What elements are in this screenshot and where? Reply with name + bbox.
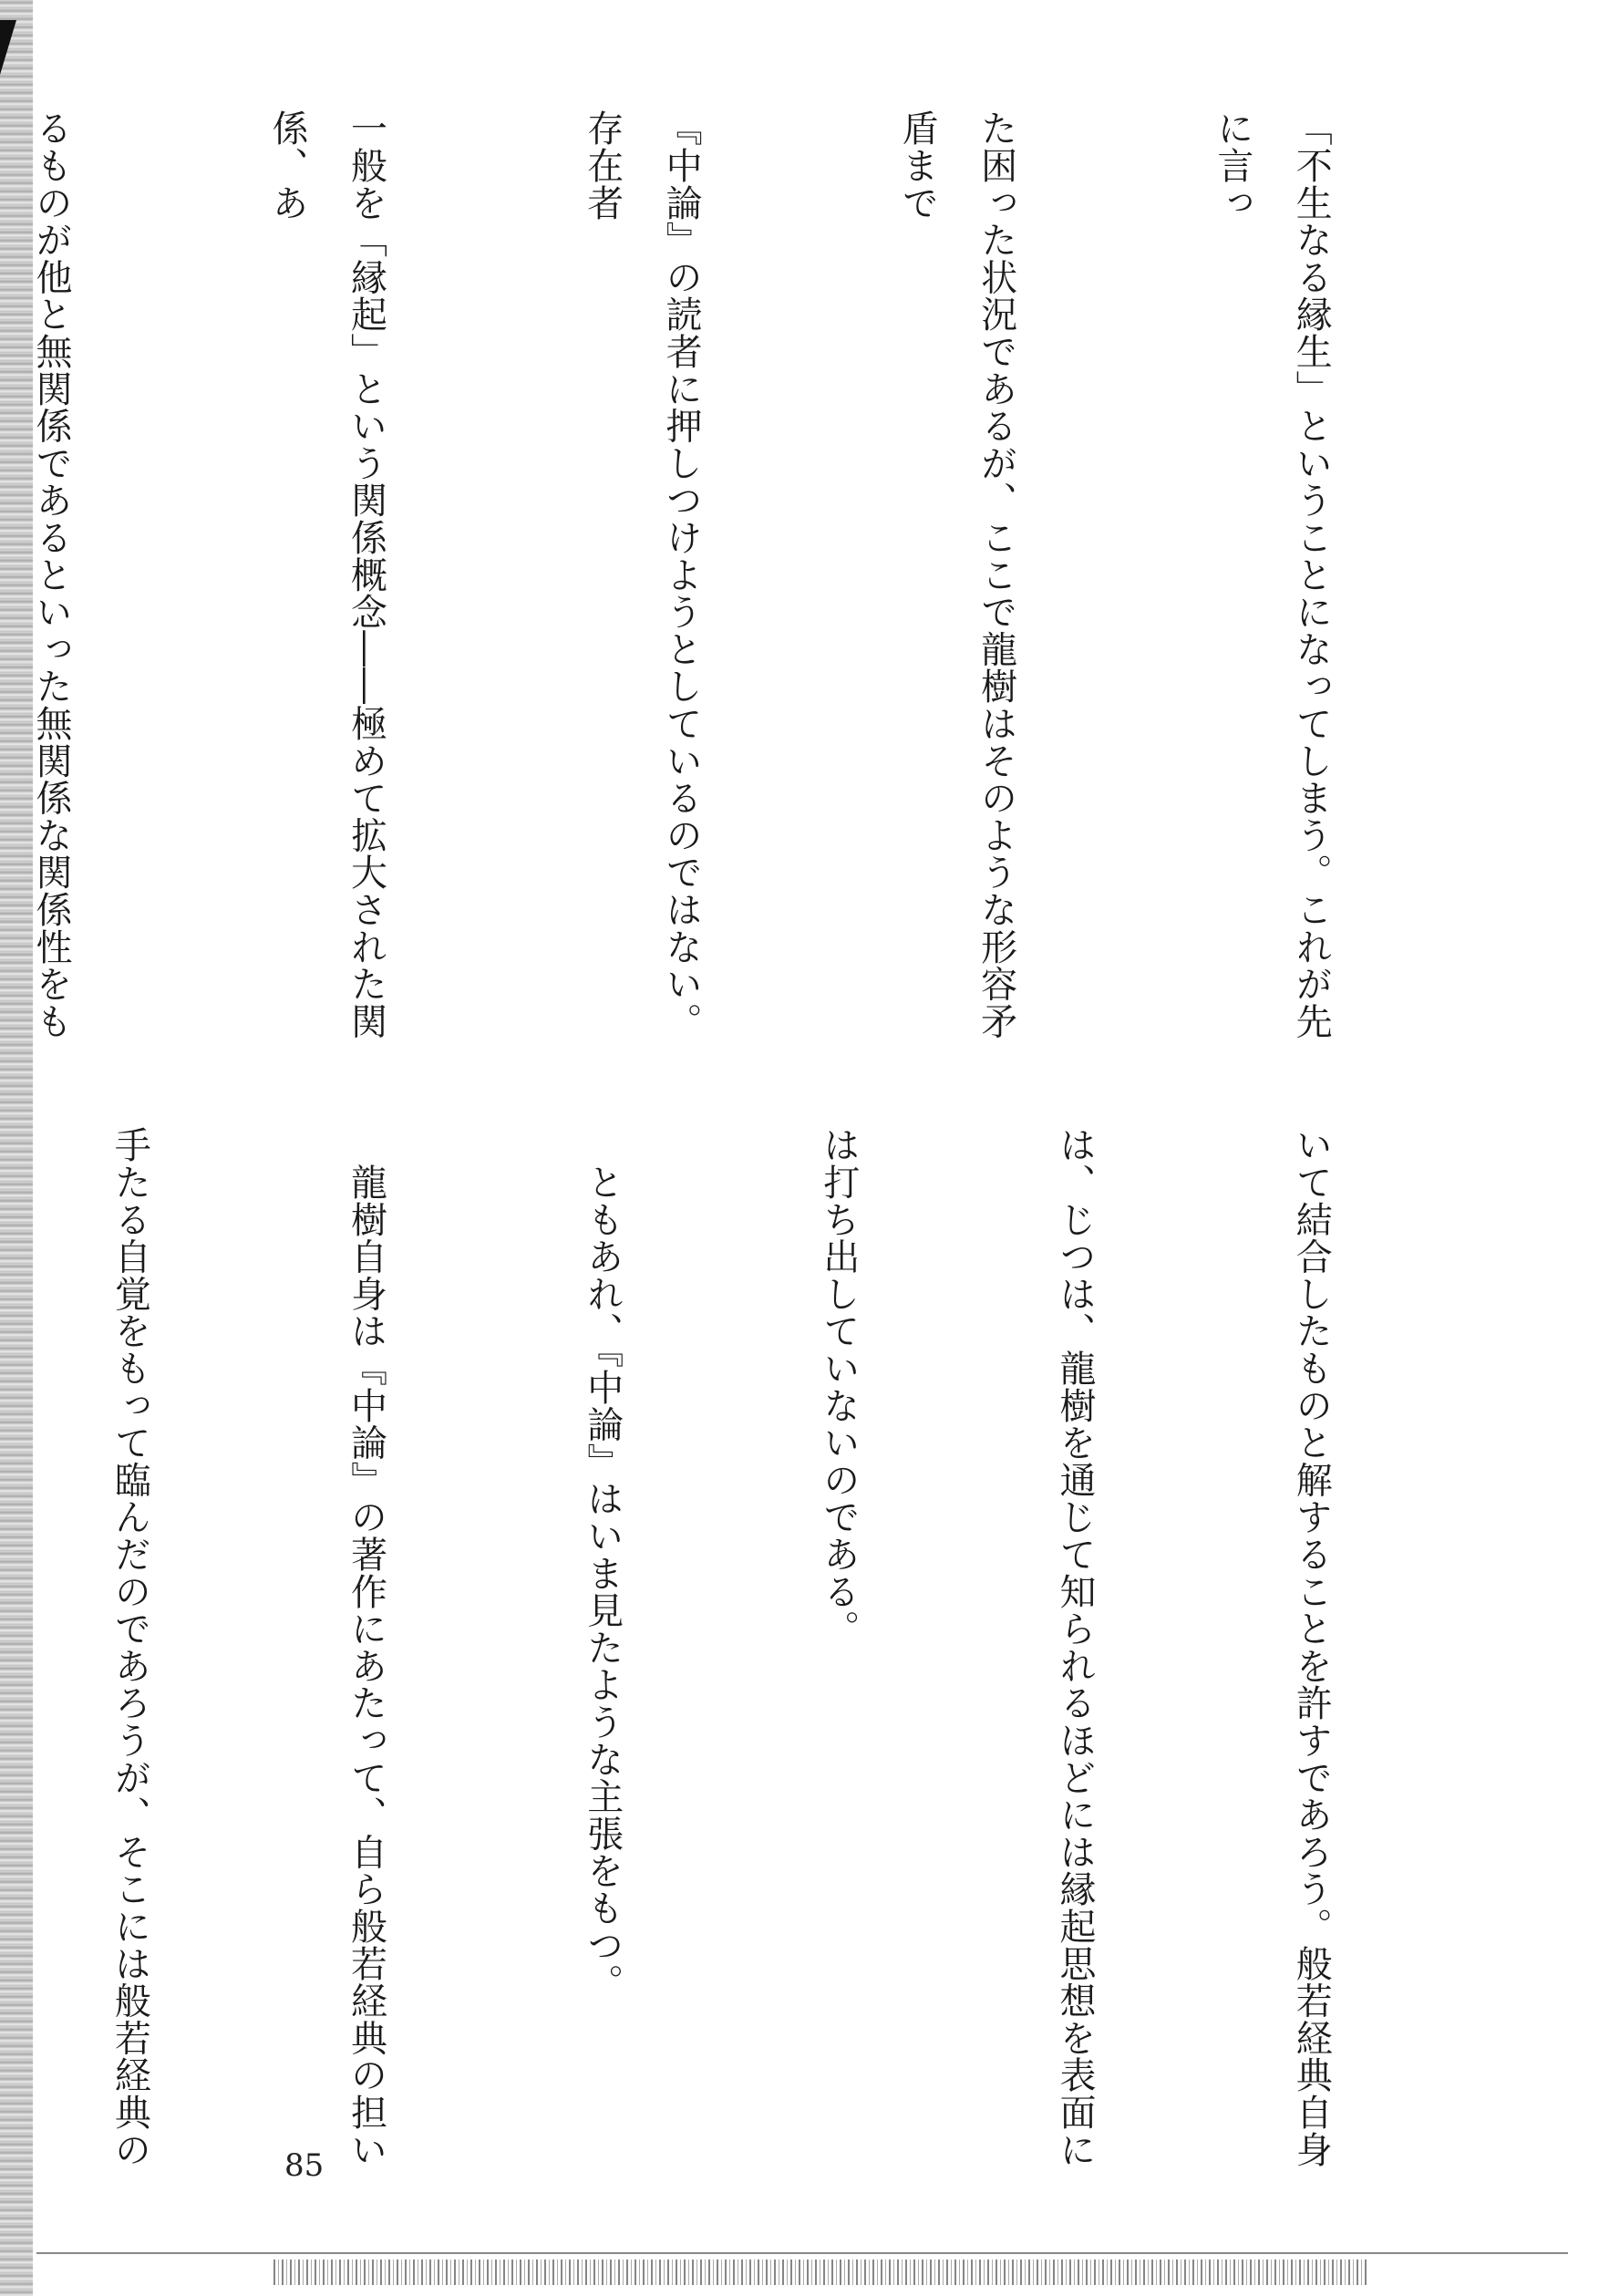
text-line: は、じつは、龍樹を通じて知られるほどには縁起思想を表面に [1054, 1126, 1097, 2168]
lower-text-block [108, 1126, 1508, 2175]
text-line: 『中論』の読者に押しつけようとしているのではない。存在者 [581, 109, 703, 1039]
text-line: ともあれ、『中論』はいま見たような主張をもつ。 [581, 1126, 624, 2001]
text-line: 龍樹自身は『中論』の著作にあたって、自ら般若経典の担い [345, 1126, 387, 2168]
text-line: いて結合したものと解することを許すであろう。般若経典自身 [1290, 1126, 1333, 2168]
bottom-rule [36, 2252, 1568, 2254]
page-number: 85 [284, 2147, 325, 2184]
scan-binding-strip [273, 2260, 1367, 2285]
text-line: 手たる自覚をもって臨んだのであろうが、そこには般若経典の [108, 1126, 151, 2168]
text-line: は打ち出していないのである。 [817, 1126, 860, 1648]
text-line: 一般を「縁起」という関係概念――極めて拡大された関係、あ [266, 109, 387, 1039]
corner-mark [0, 20, 16, 75]
text-line: るものが他と無関係であるといった無関係な関係性をも [29, 109, 72, 1039]
text-line: 「不生なる縁生」ということになってしまう。これが先に言っ [1211, 109, 1333, 1039]
text-line: た困った状況であるが、ここで龍樹はそのような形容矛盾まで [896, 109, 1017, 1039]
upper-text-block [29, 109, 1508, 1076]
